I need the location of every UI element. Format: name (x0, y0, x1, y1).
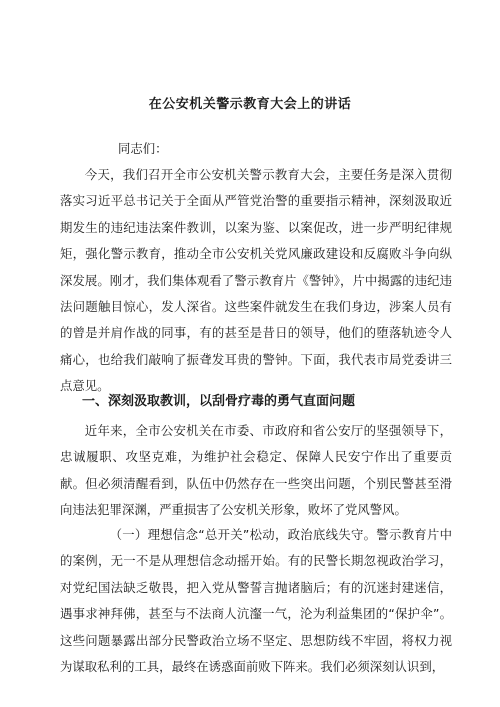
paragraph-section-1-intro: 近年来，全市公安机关在市委、市政府和省公安厅的坚强领导下，忠诚履职、攻坚克难，为维护社会稳定、保障人民安宁作出了重要贡献。但必须清醒看到，队伍中仍然存在一些突出问题，个别民警甚至滑向违法犯罪深渊，严重损害了公安机关形象，败坏了党风警风。 (60, 423, 452, 518)
section-heading-1: 一、深刻汲取教训，以刮骨疗毒的勇气直面问题 (82, 394, 356, 409)
paragraph-opening: 今天，我们召开全市公安机关警示教育大会，主要任务是深入贯彻落实习近平总书记关于全面从严管党治警的重要指示精神，深刻汲取近期发生的违纪违法案件教训，以案为鉴、以案促改，进一步严明纪律规矩，强化警示教育，推动全市公安机关党风廉政建设和反腐败斗争向纵深发展。刚才，我们集体观看了警示教育片《警钟》，片中揭露的违纪违法问题触目惊心，发人深省。这些案件就发生在我们身边，涉案人员有的曾是并肩作战的同事，有的甚至是昔日的领导，他们的堕落轨迹令人痛心，也给我们敲响了振聋发耳贵的警钟。下面，我代表市局党委讲三点意见。 (60, 167, 452, 394)
paragraph-subsection-1: （一）理想信念“总开关”松动，政治底线失守。警示教育片中的案例，无一不是从理想信念动摇开始。有的民警长期忽视政治学习，对党纪国法缺乏敬畏，把入党从警誓言抛诸脑后；有的沉迷封建迷信，遇事求神拜佛，甚至与不法商人沆瀣一气，沦为利益集团的“保护伞”。这些问题暴露出部分民警政治立场不坚定、思想防线不牢固，将权力视为谋取私利的工具，最终在诱惑面前败下阵来。我们必须深刻认识到， (60, 527, 452, 675)
salutation: 同志们： (118, 141, 168, 156)
document-title: 在公安机关警示教育大会上的讲话 (148, 97, 352, 112)
